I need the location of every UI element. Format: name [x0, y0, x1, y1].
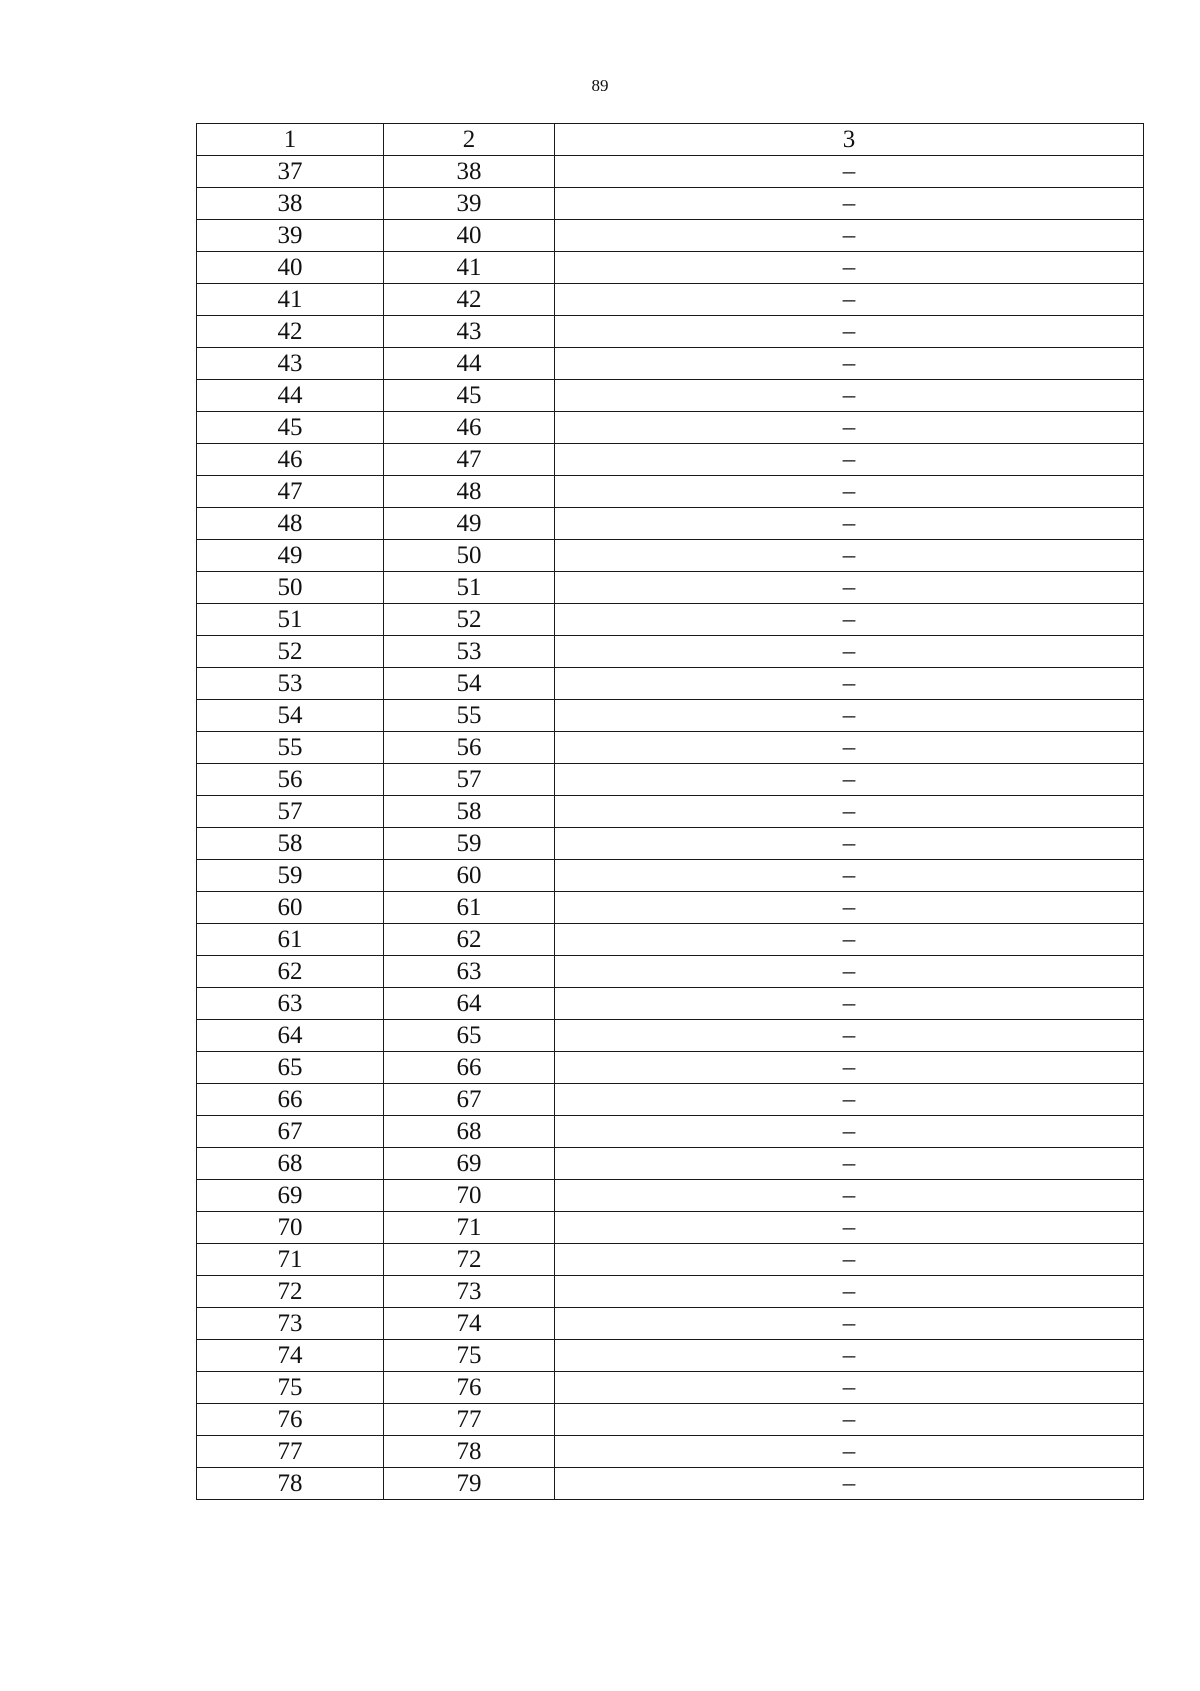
- cell-col-3: –: [555, 860, 1144, 892]
- table-row: [197, 1372, 1144, 1404]
- table-row: [197, 1084, 1144, 1116]
- cell-col-1: 53: [197, 668, 384, 700]
- table-row: [197, 700, 1144, 732]
- cell-col-2: 52: [384, 604, 555, 636]
- cell-col-2: 64: [384, 988, 555, 1020]
- cell-col-2: 57: [384, 764, 555, 796]
- cell-col-1: 63: [197, 988, 384, 1020]
- table-row: [197, 1116, 1144, 1148]
- cell-col-3: –: [555, 412, 1144, 444]
- cell-col-1: 54: [197, 700, 384, 732]
- cell-col-3: –: [555, 476, 1144, 508]
- cell-col-1: 50: [197, 572, 384, 604]
- cell-col-3: –: [555, 924, 1144, 956]
- cell-col-2: 70: [384, 1180, 555, 1212]
- cell-col-1: 65: [197, 1052, 384, 1084]
- table-header-row: [197, 124, 1144, 156]
- cell-col-3: –: [555, 732, 1144, 764]
- cell-col-3: –: [555, 1340, 1144, 1372]
- cell-col-1: 47: [197, 476, 384, 508]
- cell-col-3: –: [555, 572, 1144, 604]
- cell-col-1: 51: [197, 604, 384, 636]
- table-row: [197, 988, 1144, 1020]
- cell-col-1: 43: [197, 348, 384, 380]
- cell-col-3: –: [555, 988, 1144, 1020]
- cell-col-1: 49: [197, 540, 384, 572]
- table-row: [197, 252, 1144, 284]
- cell-col-3: –: [555, 1436, 1144, 1468]
- table-row: [197, 316, 1144, 348]
- table-row: [197, 636, 1144, 668]
- cell-col-3: –: [555, 764, 1144, 796]
- cell-col-3: –: [555, 156, 1144, 188]
- cell-col-1: 46: [197, 444, 384, 476]
- page-number: 89: [591, 76, 609, 95]
- cell-col-1: 39: [197, 220, 384, 252]
- table-row: [197, 1020, 1144, 1052]
- cell-col-3: –: [555, 892, 1144, 924]
- table-row: [197, 1148, 1144, 1180]
- cell-col-1: 73: [197, 1308, 384, 1340]
- cell-col-1: 37: [197, 156, 384, 188]
- cell-col-2: 41: [384, 252, 555, 284]
- cell-col-1: 62: [197, 956, 384, 988]
- cell-col-3: –: [555, 1276, 1144, 1308]
- cell-col-3: –: [555, 1180, 1144, 1212]
- cell-col-2: 77: [384, 1404, 555, 1436]
- table-row: [197, 540, 1144, 572]
- cell-col-2: 42: [384, 284, 555, 316]
- cell-col-1: 71: [197, 1244, 384, 1276]
- cell-col-1: 64: [197, 1020, 384, 1052]
- cell-col-3: –: [555, 1468, 1144, 1500]
- cell-col-1: 76: [197, 1404, 384, 1436]
- table-row: [197, 956, 1144, 988]
- table-body: [197, 156, 1144, 1500]
- cell-col-1: 61: [197, 924, 384, 956]
- cell-col-3: –: [555, 1084, 1144, 1116]
- cell-col-1: 78: [197, 1468, 384, 1500]
- cell-col-2: 44: [384, 348, 555, 380]
- cell-col-3: –: [555, 1116, 1144, 1148]
- cell-col-1: 69: [197, 1180, 384, 1212]
- cell-col-1: 58: [197, 828, 384, 860]
- cell-col-2: 43: [384, 316, 555, 348]
- cell-col-3: –: [555, 1020, 1144, 1052]
- cell-col-3: –: [555, 700, 1144, 732]
- cell-col-2: 55: [384, 700, 555, 732]
- column-header-1: 1: [197, 124, 384, 156]
- cell-col-1: 74: [197, 1340, 384, 1372]
- table-row: [197, 796, 1144, 828]
- cell-col-1: 66: [197, 1084, 384, 1116]
- table-row: [197, 1308, 1144, 1340]
- cell-col-3: –: [555, 604, 1144, 636]
- cell-col-1: 68: [197, 1148, 384, 1180]
- cell-col-3: –: [555, 220, 1144, 252]
- cell-col-3: –: [555, 380, 1144, 412]
- data-table: [196, 123, 1144, 1500]
- cell-col-1: 60: [197, 892, 384, 924]
- column-header-3: 3: [555, 124, 1144, 156]
- cell-col-3: –: [555, 1052, 1144, 1084]
- cell-col-1: 55: [197, 732, 384, 764]
- cell-col-3: –: [555, 956, 1144, 988]
- cell-col-1: 56: [197, 764, 384, 796]
- table-row: [197, 188, 1144, 220]
- cell-col-2: 69: [384, 1148, 555, 1180]
- cell-col-2: 45: [384, 380, 555, 412]
- cell-col-3: –: [555, 796, 1144, 828]
- cell-col-3: –: [555, 348, 1144, 380]
- table-row: [197, 732, 1144, 764]
- table-row: [197, 604, 1144, 636]
- cell-col-1: 67: [197, 1116, 384, 1148]
- cell-col-2: 79: [384, 1468, 555, 1500]
- cell-col-2: 73: [384, 1276, 555, 1308]
- cell-col-3: –: [555, 1244, 1144, 1276]
- table-row: [197, 444, 1144, 476]
- cell-col-3: –: [555, 1308, 1144, 1340]
- cell-col-1: 57: [197, 796, 384, 828]
- cell-col-2: 39: [384, 188, 555, 220]
- cell-col-2: 71: [384, 1212, 555, 1244]
- cell-col-2: 49: [384, 508, 555, 540]
- table-row: [197, 828, 1144, 860]
- cell-col-2: 72: [384, 1244, 555, 1276]
- cell-col-3: –: [555, 188, 1144, 220]
- cell-col-2: 53: [384, 636, 555, 668]
- cell-col-2: 68: [384, 1116, 555, 1148]
- cell-col-2: 40: [384, 220, 555, 252]
- cell-col-2: 50: [384, 540, 555, 572]
- cell-col-2: 38: [384, 156, 555, 188]
- cell-col-1: 72: [197, 1276, 384, 1308]
- cell-col-2: 56: [384, 732, 555, 764]
- cell-col-3: –: [555, 444, 1144, 476]
- cell-col-1: 42: [197, 316, 384, 348]
- table-row: [197, 668, 1144, 700]
- table-row: [197, 412, 1144, 444]
- cell-col-2: 59: [384, 828, 555, 860]
- table-row: [197, 764, 1144, 796]
- cell-col-2: 62: [384, 924, 555, 956]
- cell-col-2: 58: [384, 796, 555, 828]
- cell-col-2: 47: [384, 444, 555, 476]
- cell-col-2: 78: [384, 1436, 555, 1468]
- cell-col-3: –: [555, 1404, 1144, 1436]
- table-row: [197, 924, 1144, 956]
- table-row: [197, 1468, 1144, 1500]
- table-row: [197, 1212, 1144, 1244]
- cell-col-1: 44: [197, 380, 384, 412]
- cell-col-2: 76: [384, 1372, 555, 1404]
- cell-col-3: –: [555, 1372, 1144, 1404]
- cell-col-3: –: [555, 1148, 1144, 1180]
- cell-col-3: –: [555, 508, 1144, 540]
- cell-col-1: 77: [197, 1436, 384, 1468]
- table-row: [197, 860, 1144, 892]
- cell-col-3: –: [555, 540, 1144, 572]
- cell-col-3: –: [555, 252, 1144, 284]
- cell-col-2: 48: [384, 476, 555, 508]
- cell-col-1: 41: [197, 284, 384, 316]
- cell-col-1: 70: [197, 1212, 384, 1244]
- cell-col-1: 52: [197, 636, 384, 668]
- table-row: [197, 220, 1144, 252]
- table-row: [197, 1052, 1144, 1084]
- cell-col-3: –: [555, 316, 1144, 348]
- table-row: [197, 1340, 1144, 1372]
- column-header-2: 2: [384, 124, 555, 156]
- cell-col-1: 75: [197, 1372, 384, 1404]
- cell-col-3: –: [555, 284, 1144, 316]
- cell-col-3: –: [555, 1212, 1144, 1244]
- table-row: [197, 892, 1144, 924]
- table-row: [197, 508, 1144, 540]
- table-row: [197, 1276, 1144, 1308]
- table-row: [197, 156, 1144, 188]
- cell-col-2: 66: [384, 1052, 555, 1084]
- cell-col-1: 38: [197, 188, 384, 220]
- cell-col-2: 61: [384, 892, 555, 924]
- table-row: [197, 1436, 1144, 1468]
- table-row: [197, 348, 1144, 380]
- table-row: [197, 1180, 1144, 1212]
- cell-col-2: 54: [384, 668, 555, 700]
- cell-col-2: 75: [384, 1340, 555, 1372]
- cell-col-3: –: [555, 636, 1144, 668]
- cell-col-1: 40: [197, 252, 384, 284]
- cell-col-2: 46: [384, 412, 555, 444]
- cell-col-2: 67: [384, 1084, 555, 1116]
- cell-col-1: 48: [197, 508, 384, 540]
- cell-col-1: 59: [197, 860, 384, 892]
- table-row: [197, 284, 1144, 316]
- table-row: [197, 1404, 1144, 1436]
- cell-col-2: 51: [384, 572, 555, 604]
- cell-col-3: –: [555, 828, 1144, 860]
- cell-col-1: 45: [197, 412, 384, 444]
- cell-col-2: 65: [384, 1020, 555, 1052]
- table-row: [197, 572, 1144, 604]
- table-row: [197, 1244, 1144, 1276]
- cell-col-3: –: [555, 668, 1144, 700]
- cell-col-2: 63: [384, 956, 555, 988]
- table-row: [197, 380, 1144, 412]
- table-row: [197, 476, 1144, 508]
- cell-col-2: 74: [384, 1308, 555, 1340]
- cell-col-2: 60: [384, 860, 555, 892]
